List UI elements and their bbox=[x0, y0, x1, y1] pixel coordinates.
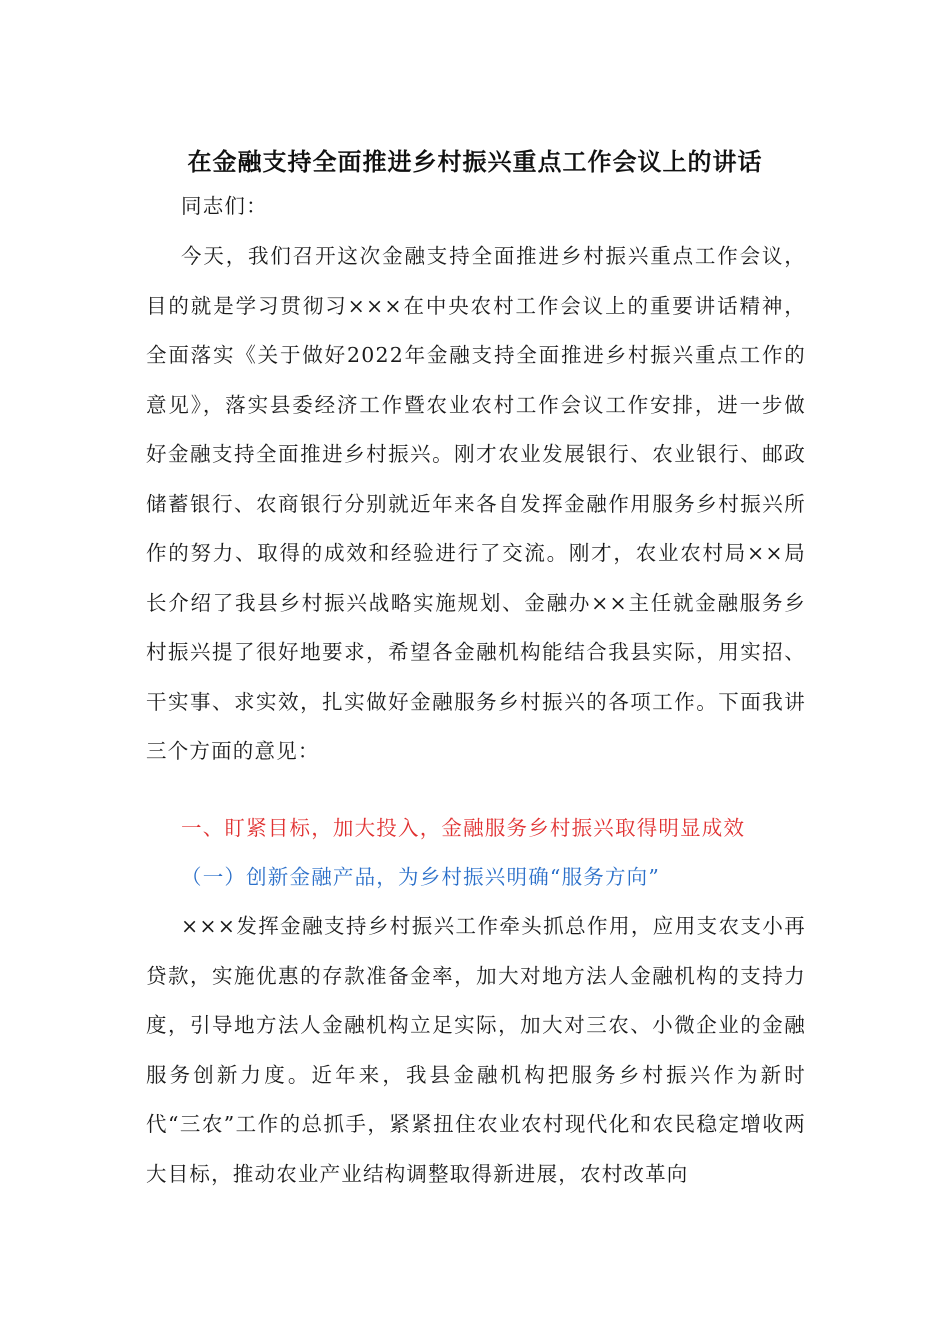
greeting: 同志们： bbox=[181, 194, 268, 218]
subsection-heading: （一）创新金融产品，为乡村振兴明确“服务方向” bbox=[181, 865, 661, 889]
section-heading: 一、盯紧目标，加大投入，金融服务乡村振兴取得明显成效 bbox=[181, 816, 746, 840]
body-paragraph-section bbox=[146, 902, 806, 1199]
document-title: 在金融支持全面推进乡村振兴重点工作会议上的讲话 bbox=[187, 148, 763, 176]
body-paragraph-intro bbox=[146, 232, 806, 777]
paragraph-text: ×××发挥金融支持乡村振兴工作牵头抓总作用，应用支农支小再贷款，实施优惠的存款准备金率，加大对地方法人金融机构的支持力度，引导地方法人金融机构立足实际，加大对三农、小微企业的金融服务创新力度。近年来，我县金融机构把服务乡村振兴作为新时代“三农”工作的总抓手，紧紧扭住农业农村现代化和农民稳定增收两大目标，推动农业产业结构调整取得新进展，农村改革向 bbox=[146, 914, 806, 1186]
paragraph-text: 今天，我们召开这次金融支持全面推进乡村振兴重点工作会议，目的就是学习贯彻习×××在中央农村工作会议上的重要讲话精神，全面落实《关于做好2022年金融支持全面推进乡村振兴重点工作的意见》，落实县委经济工作暨农业农村工作会议工作安排，进一步做好金融支持全面推进乡村振兴。刚才农业发展银行、农业银行、邮政储蓄银行、农商银行分别就近年来各自发挥金融作用服务乡村振兴所作的努力、取得的成效和经验进行了交流。刚才，农业农村局××局长介绍了我县乡村振兴战略实施规划、金融办××主任就金融服务乡村振兴提了很好地要求，希望各金融机构能结合我县实际，用实招、干实事、求实效，扎实做好金融服务乡村振兴的各项工作。下面我讲三个方面的意见： bbox=[146, 244, 806, 763]
